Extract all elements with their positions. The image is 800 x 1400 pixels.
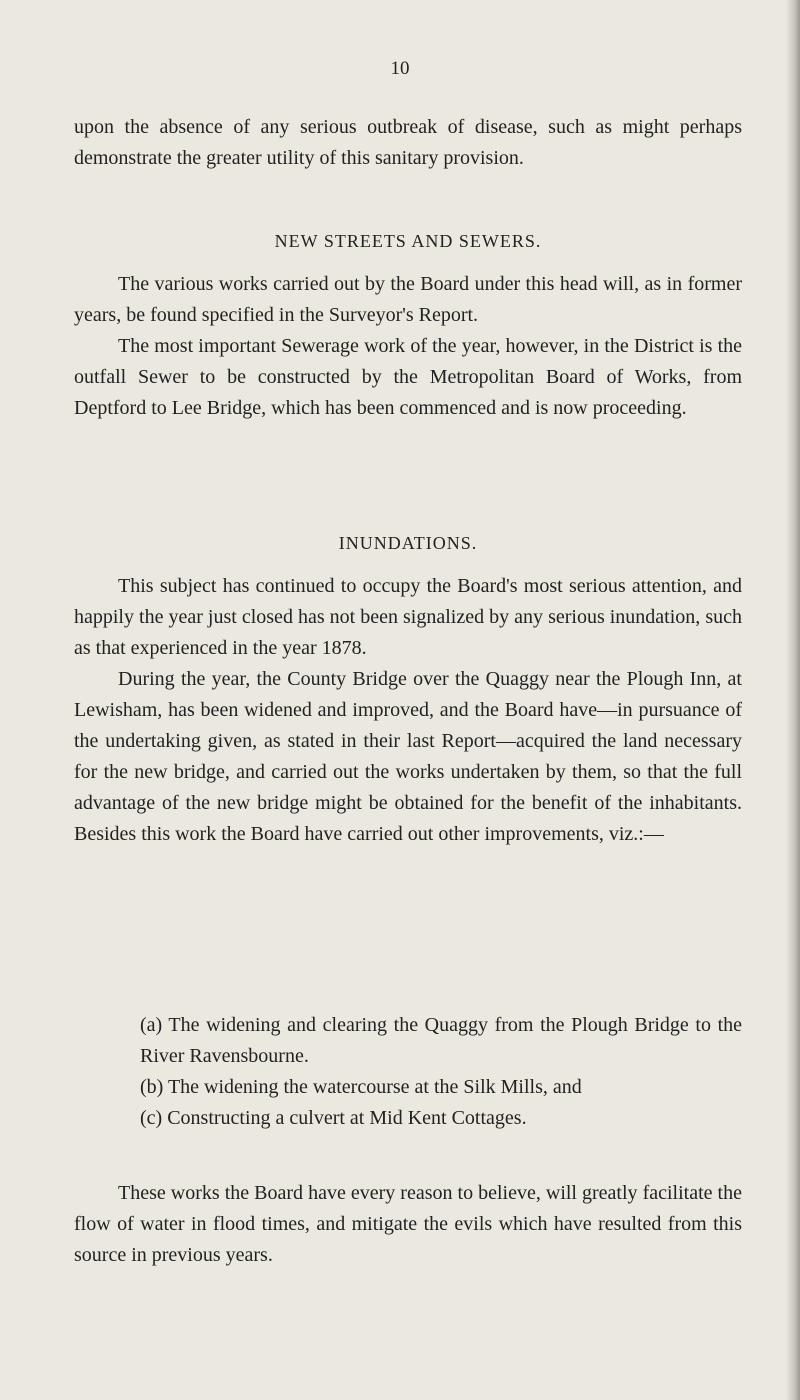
list-item-b: (b) The widening the watercourse at the Silk Mills, and [140,1076,582,1098]
heading-inundations: INUNDATIONS. [338,533,478,553]
paragraph-these-works: These works the Board have every reason to believe, will greatly facilitate the flow of water in flood times, and mitigate the evils which have resulted from this source in previous years. [74,1182,742,1266]
paragraph-subject-continued: This subject has continued to occupy the Board's most serious attention, and happily the year just closed has not been signalized by any serious inundation, such as that experienced in the year 1878. [74,575,742,659]
page-edge-shadow [786,0,800,1400]
paragraph-county-bridge: During the year, the County Bridge over the Quaggy near the Plough Inn, at Lewisham, has been widened and improved, and the Board have—in pursuance of the undertaking given, as stated in their last Report—acquired the land necessary for the new bridge, and carried out the works undertaken by them, so that the full advantage of the new bridge might be obtained for the benefit of the inhabitants. Besides this work the Board have carried out other improvements, viz.:— [74,668,742,845]
section-inundations [74,528,742,850]
improvements-list [140,1010,742,1134]
closing-paragraph-block [74,1178,742,1271]
section-new-streets [74,226,742,424]
list-item-a: (a) The widening and clearing the Quaggy from the Plough Bridge to the River Ravensbourne. [140,1014,742,1067]
heading-new-streets-and-sewers: NEW STREETS AND SEWERS. [274,231,542,251]
page-number: 10 [390,58,410,79]
body-text-top [74,112,742,174]
list-item-c: (c) Constructing a culvert at Mid Kent Cottages. [140,1107,527,1129]
paragraph-continued: upon the absence of any serious outbreak of disease, such as might perhaps demonstrate the greater utility of this sanitary provision. [74,116,742,169]
paragraph-sewerage-work: The most important Sewerage work of the year, however, in the District is the outfall Sewer to be constructed by the Metropolitan Board of Works, from Deptford to Lee Bridge, which has been commenced and is now proceeding. [74,335,742,419]
paragraph-various-works: The various works carried out by the Board under this head will, as in former years, be found specified in the Surveyor's Report. [74,273,742,326]
